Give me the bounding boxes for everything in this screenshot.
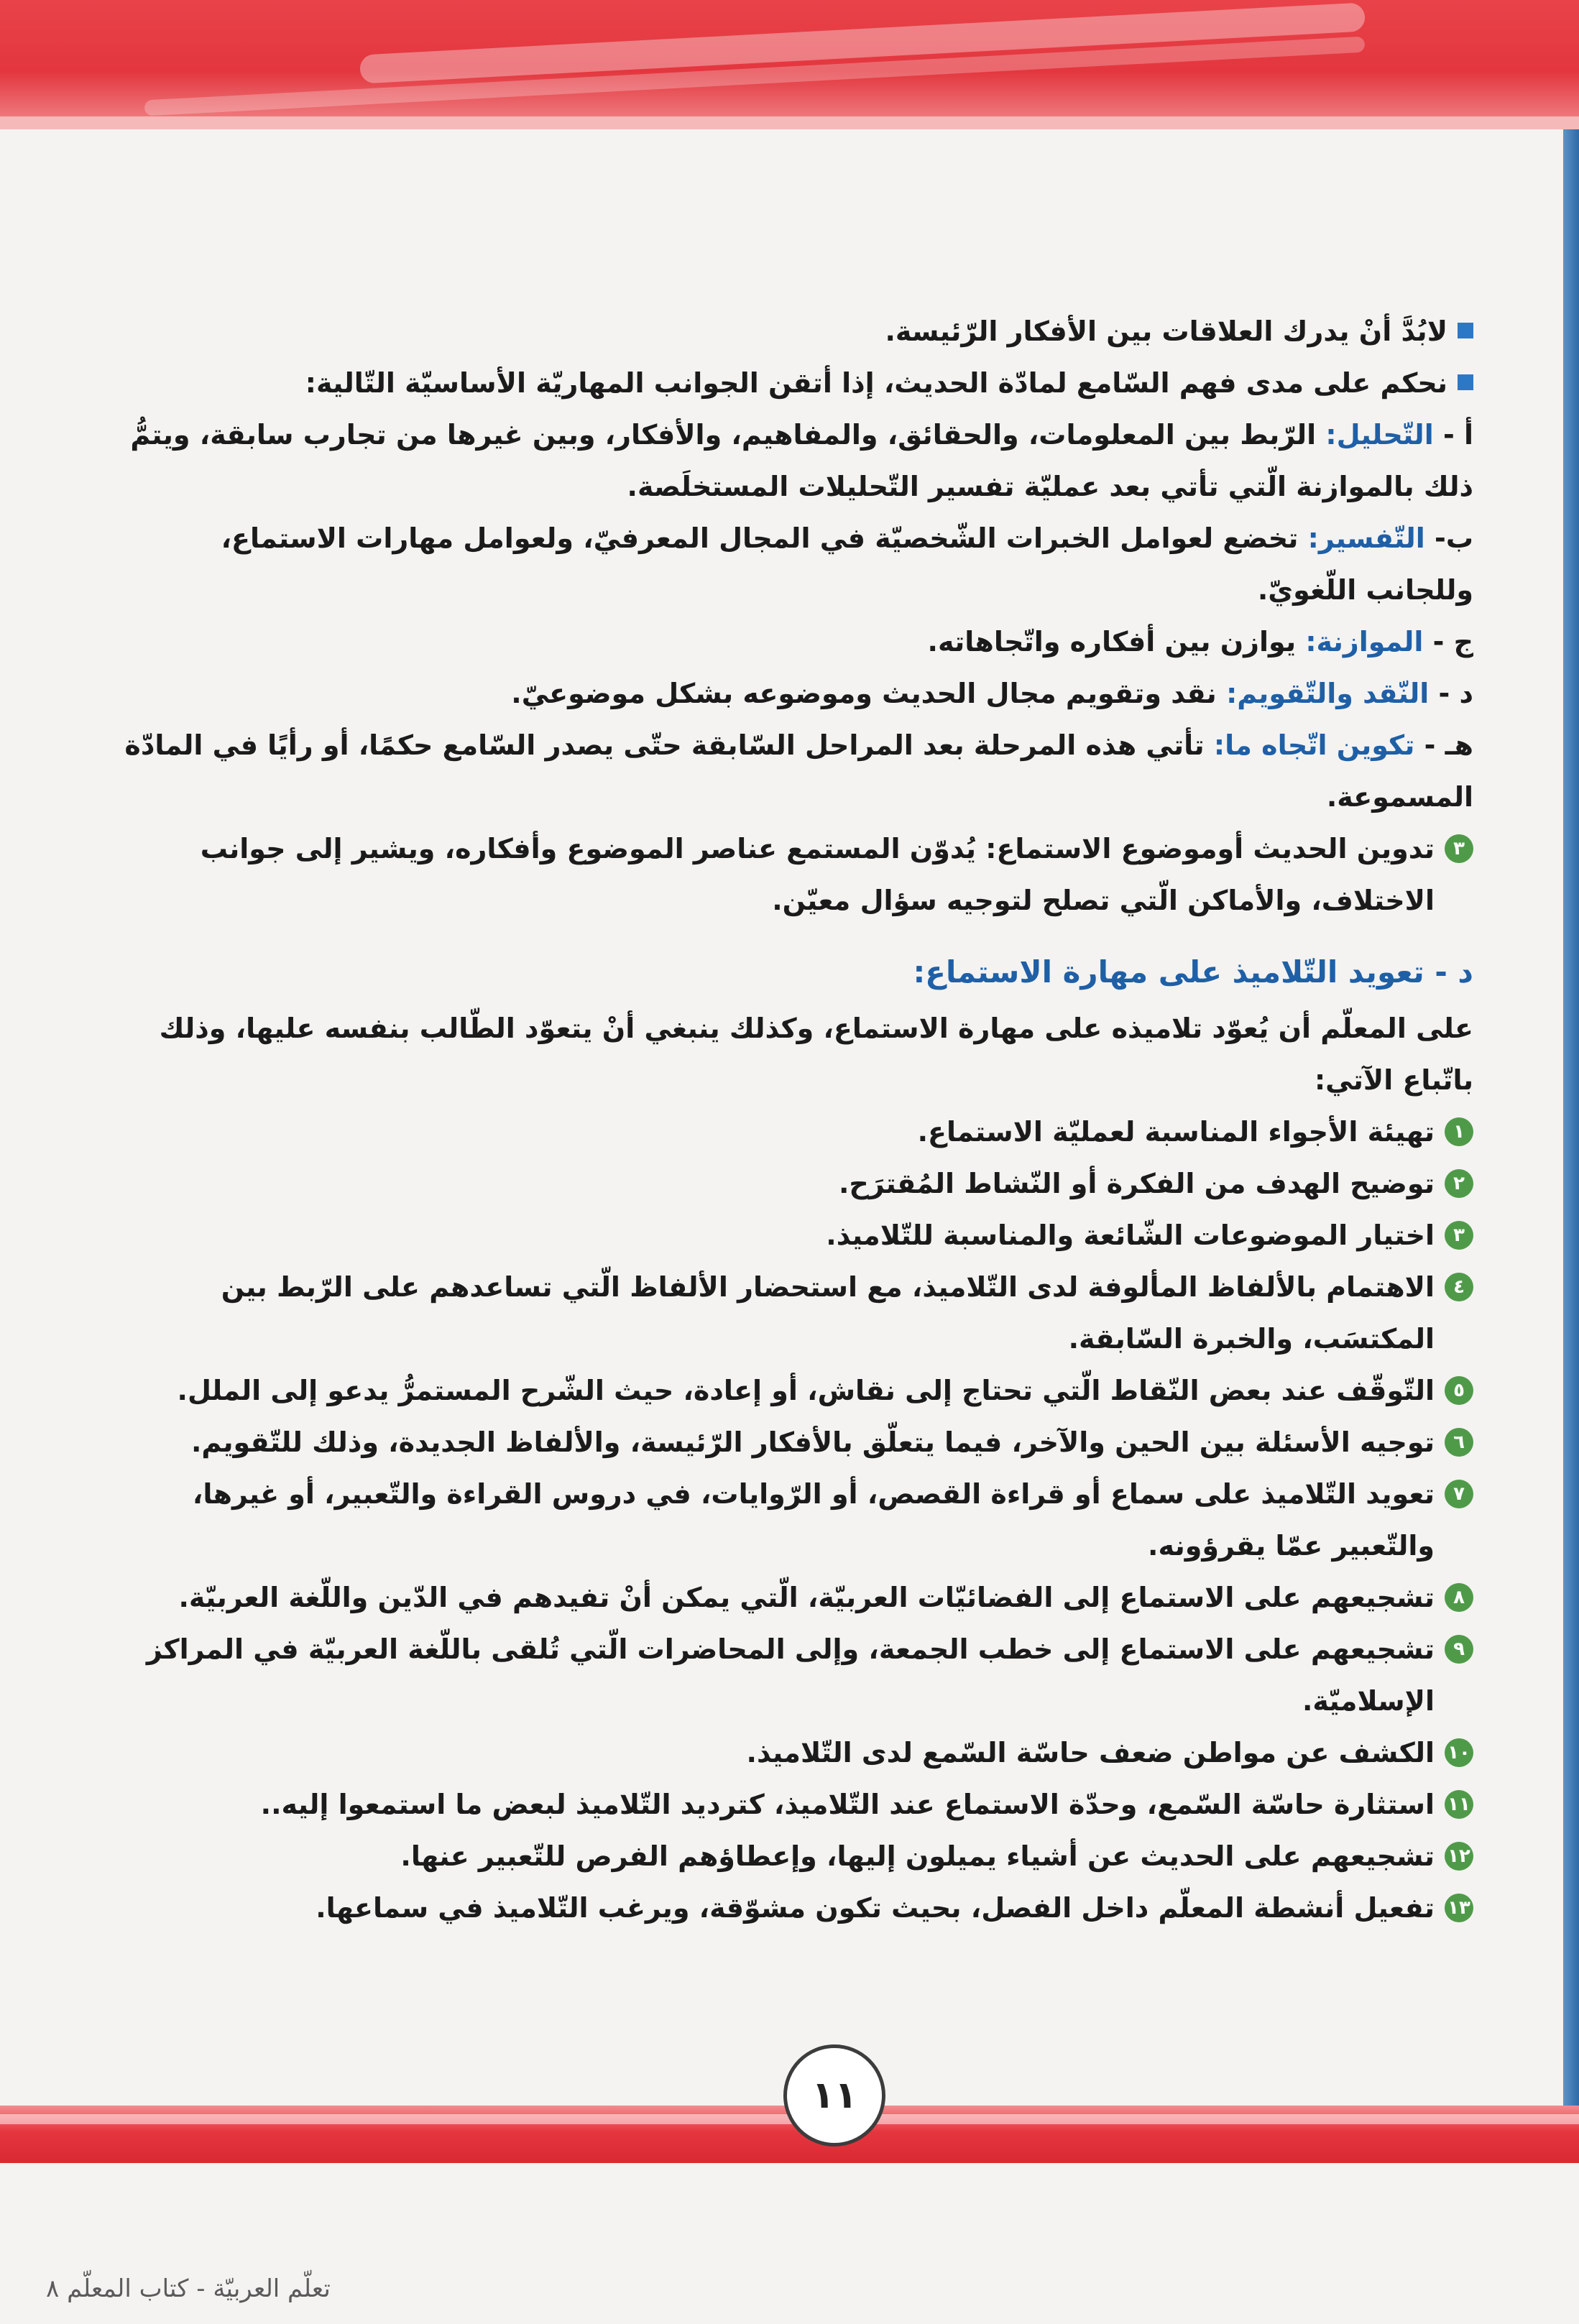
skill-label: ج - xyxy=(1423,626,1473,658)
number-badge-icon: ١٢ xyxy=(1445,1842,1473,1871)
numbered-item-text: توجيه الأسئلة بين الحين والآخر، فيما يتعلّق بالأفكار الرّئيسة، والألفاظ الجديدة، وذلك للتّقويم. xyxy=(190,1426,1435,1458)
numbered-item xyxy=(122,823,1473,926)
numbered-item-text: توضيح الهدف من الفكرة أو النّشاط المُقترَح. xyxy=(838,1168,1435,1199)
skill-term: النّقد والتّقويم: xyxy=(1226,678,1430,709)
section-intro: على المعلّم أن يُعوّد تلاميذه على مهارة الاستماع، وكذلك ينبغي أنْ يتعوّد الطّالب بنفسه عليها، وذلك باتّباع الآتي: xyxy=(159,1013,1473,1096)
number-badge-icon: ١١ xyxy=(1445,1790,1473,1819)
intro-bullet xyxy=(122,305,1473,357)
numbered-item-text: استثارة حاسّة السّمع، وحدّة الاستماع عند التّلاميذ، كترديد التّلاميذ لبعض ما استمعوا إليه.. xyxy=(260,1789,1435,1820)
skill-text: يوازن بين أفكاره واتّجاهاته. xyxy=(927,626,1306,658)
numbered-item-text: الكشف عن مواطن ضعف حاسّة السّمع لدى التّلاميذ. xyxy=(746,1737,1435,1769)
right-decorative-rail xyxy=(1563,129,1579,2127)
bullet-text: لابُدَّ أنْ يدرك العلاقات بين الأفكار الرّئيسة. xyxy=(885,315,1447,347)
numbered-item-text: تشجيعهم على الاستماع إلى خطب الجمعة، وإلى المحاضرات الّتي تُلقى باللّغة العربيّة في المراكز الإسلاميّة. xyxy=(146,1633,1435,1717)
number-badge-icon: ٥ xyxy=(1445,1376,1473,1405)
numbered-item xyxy=(122,1365,1473,1416)
skill-term: التّفسير: xyxy=(1307,522,1425,554)
footer-book-title: تعلّم العربيّة - كتاب المعلّم ٨ xyxy=(46,2274,331,2303)
number-badge-icon: ١ xyxy=(1445,1117,1473,1146)
number-badge-icon: ٨ xyxy=(1445,1583,1473,1612)
numbered-item xyxy=(122,1727,1473,1779)
skill-item xyxy=(122,512,1473,616)
skill-item xyxy=(122,409,1473,512)
page-number: ١١ xyxy=(783,2044,885,2147)
top-decorative-band xyxy=(0,0,1579,129)
numbered-item xyxy=(122,1106,1473,1158)
square-bullet-icon xyxy=(1458,323,1473,338)
intro-bullet xyxy=(122,357,1473,409)
skill-label: هـ - xyxy=(1414,729,1473,761)
number-badge-icon: ١٣ xyxy=(1445,1894,1473,1922)
numbered-item-text: تهيئة الأجواء المناسبة لعمليّة الاستماع. xyxy=(917,1116,1435,1148)
numbered-item-text: التّوقّف عند بعض النّقاط الّتي تحتاج إلى نقاش، أو إعادة، حيث الشّرح المستمرُّ يدعو إلى الملل. xyxy=(177,1375,1435,1406)
square-bullet-icon xyxy=(1458,374,1473,390)
skill-term: تكوين اتّجاه ما: xyxy=(1213,729,1415,761)
numbered-item xyxy=(122,1209,1473,1261)
skill-item xyxy=(122,719,1473,823)
number-badge-icon: ٣ xyxy=(1445,834,1473,863)
skill-text: تخضع لعوامل الخبرات الشّخصيّة في المجال المعرفيّ، ولعوامل مهارات الاستماع، وللجانب اللّغويّ. xyxy=(221,522,1473,606)
skill-text: الرّبط بين المعلومات، والحقائق، والمفاهيم، والأفكار، وبين غيرها من تجارب سابقة، ويتمُّ ذلك بالموازنة الّتي تأتي بعد عمليّة تفسير التّحليلات المستخلَصة. xyxy=(130,419,1473,502)
number-badge-icon: ٦ xyxy=(1445,1428,1473,1457)
numbered-item xyxy=(122,1261,1473,1365)
page-content xyxy=(122,305,1473,1934)
bullet-text: نحكم على مدى فهم السّامع لمادّة الحديث، إذا أتقن الجوانب المهاريّة الأساسيّة التّالية: xyxy=(305,367,1447,399)
numbered-item-text: اختيار الموضوعات الشّائعة والمناسبة للتّلاميذ. xyxy=(826,1219,1435,1251)
skill-label: د - xyxy=(1429,678,1473,709)
number-badge-icon: ٤ xyxy=(1445,1273,1473,1301)
section-heading: د - تعويد التّلاميذ على مهارة الاستماع: xyxy=(913,954,1473,990)
skill-item xyxy=(122,616,1473,668)
numbered-item-text: تفعيل أنشطة المعلّم داخل الفصل، بحيث تكون مشوّقة، ويرغب التّلاميذ في سماعها. xyxy=(316,1892,1435,1924)
numbered-item xyxy=(122,1882,1473,1934)
numbered-item xyxy=(122,1158,1473,1209)
number-badge-icon: ٧ xyxy=(1445,1480,1473,1508)
skill-term: التّحليل: xyxy=(1325,419,1434,451)
numbered-item xyxy=(122,1416,1473,1468)
skill-item xyxy=(122,668,1473,719)
numbered-item-text: تدوين الحديث أوموضوع الاستماع: يُدوّن المستمع عناصر الموضوع وأفكاره، ويشير إلى جوانب الاختلاف، والأماكن الّتي تصلح لتوجيه سؤال معيّن. xyxy=(200,833,1435,916)
numbered-item-text: تعويد التّلاميذ على سماع أو قراءة القصص، أو الرّوايات، في دروس القراءة والتّعبير، أو غيرها، والتّعبير عمّا يقرؤونه. xyxy=(192,1478,1435,1562)
skill-term: الموازنة: xyxy=(1305,626,1424,658)
numbered-item-text: الاهتمام بالألفاظ المألوفة لدى التّلاميذ، مع استحضار الألفاظ الّتي تساعدهم على الرّبط بين المكتسَب، والخبرة السّابقة. xyxy=(221,1271,1435,1355)
skill-label: أ - xyxy=(1433,419,1473,451)
number-badge-icon: ٣ xyxy=(1445,1221,1473,1250)
numbered-item xyxy=(122,1830,1473,1882)
skill-label: ب- xyxy=(1424,522,1473,554)
numbered-item xyxy=(122,1623,1473,1727)
band-stripe xyxy=(0,116,1579,129)
numbered-item-text: تشجيعهم على الحديث عن أشياء يميلون إليها، وإعطاؤهم الفرص للتّعبير عنها. xyxy=(400,1840,1435,1872)
number-badge-icon: ١٠ xyxy=(1445,1738,1473,1767)
numbered-item xyxy=(122,1468,1473,1572)
number-badge-icon: ٢ xyxy=(1445,1169,1473,1198)
skill-text: تأتي هذه المرحلة بعد المراحل السّابقة حتّى يصدر السّامع حكمًا، أو رأيًا في المادّة المسموعة. xyxy=(124,729,1473,813)
numbered-item-text: تشجيعهم على الاستماع إلى الفضائيّات العربيّة، الّتي يمكن أنْ تفيدهم في الدّين واللّغة العربيّة. xyxy=(178,1582,1435,1613)
number-badge-icon: ٩ xyxy=(1445,1635,1473,1664)
numbered-item xyxy=(122,1779,1473,1830)
skill-text: نقد وتقويم مجال الحديث وموضوعه بشكل موضوعيّ. xyxy=(511,678,1227,709)
numbered-item xyxy=(122,1572,1473,1623)
